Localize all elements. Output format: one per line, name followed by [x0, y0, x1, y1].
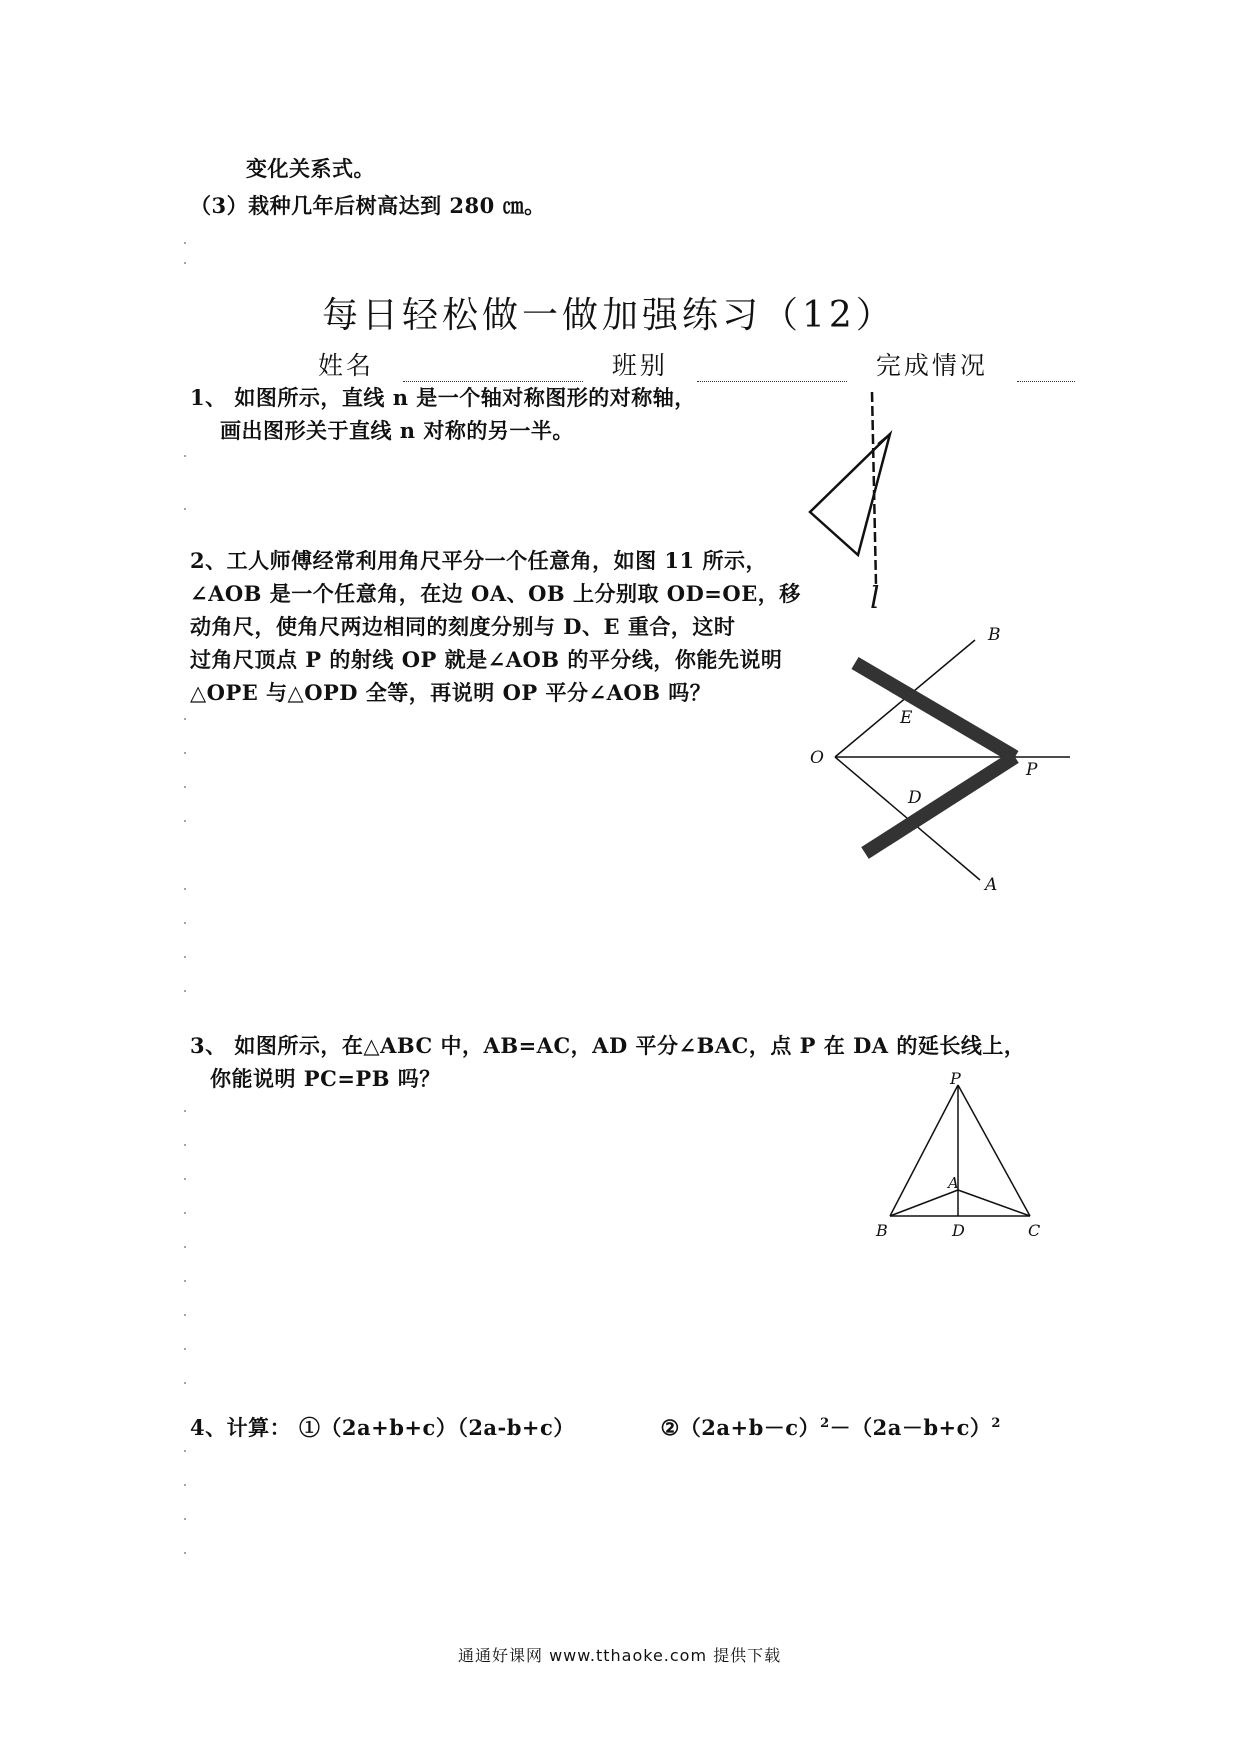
label-A: A	[948, 1174, 959, 1192]
q4-exponent-1: 2	[820, 1416, 830, 1431]
q1-figure	[800, 390, 910, 620]
q4-part-2b: －（2a－b+c）	[829, 1415, 992, 1440]
square-arm-upper	[855, 663, 1015, 757]
q2-figure	[800, 625, 1090, 895]
q2-line-4: 过角尺顶点 P 的射线 OP 就是∠AOB 的平分线，你能先说明	[190, 647, 783, 672]
q4-line	[190, 1412, 1001, 1442]
name-field[interactable]	[403, 363, 583, 382]
line-AC	[958, 1190, 1030, 1216]
label-C: C	[1028, 1221, 1041, 1240]
label-E: E	[900, 708, 913, 728]
label-B: B	[988, 625, 1001, 645]
top-line-2: （3）栽种几年后树高达到 280 ㎝。	[190, 193, 546, 218]
line-PB	[890, 1085, 958, 1216]
label-D: D	[952, 1221, 965, 1240]
line-AB	[890, 1190, 958, 1216]
q2-line-3: 动角尺，使角尺两边相同的刻度分别与 D、E 重合，这时	[190, 614, 736, 639]
header-row	[318, 346, 1075, 382]
name-label: 姓名	[318, 351, 375, 380]
q2-line-1: 2、工人师傅经常利用角尺平分一个任意角，如图 11 所示，	[190, 548, 767, 573]
q3-line-1: 3、 如图所示，在△ABC 中，AB=AC，AD 平分∠BAC，点 P 在 DA 的延长线上，	[190, 1033, 1026, 1058]
q2-line-5: △OPE 与△OPD 全等，再说明 OP 平分∠AOB 吗？	[190, 680, 712, 705]
status-field[interactable]	[1017, 363, 1075, 382]
q4-exponent-2: 2	[991, 1416, 1001, 1431]
square-arm-lower	[865, 757, 1015, 853]
q3-line-2: 你能说明 PC=PB 吗？	[210, 1066, 441, 1091]
class-label: 班别	[611, 351, 668, 380]
class-field[interactable]	[697, 363, 847, 382]
q4-label: 4、计算：	[190, 1415, 292, 1440]
label-P: P	[950, 1070, 961, 1088]
top-line-1: 变化关系式。	[246, 156, 375, 181]
q1-line-2: 画出图形关于直线 n 对称的另一半。	[220, 418, 574, 443]
q2-line-2: ∠AOB 是一个任意角，在边 OA、OB 上分别取 OD=OE，移	[190, 581, 801, 606]
label-A: A	[985, 875, 998, 895]
label-D: D	[908, 788, 922, 808]
q3-figure	[870, 1070, 1050, 1250]
q1-line-1: 1、 如图所示，直线 n 是一个轴对称图形的对称轴，	[190, 385, 696, 410]
footer-credit: 通通好课网 www.tthaoke.com 提供下载	[458, 1646, 782, 1665]
label-P: P	[1026, 760, 1038, 780]
label-O: O	[810, 748, 824, 768]
q4-part-2a: ②（2a+b－c）	[660, 1415, 821, 1440]
label-B: B	[876, 1221, 888, 1240]
page-title: 每日轻松做一做加强练习（12）	[322, 295, 896, 336]
line-PC	[958, 1085, 1030, 1216]
q4-part-1: ①（2a+b+c）（2a-b+c）	[298, 1415, 575, 1440]
half-figure	[810, 434, 890, 555]
axis-label: l	[870, 581, 880, 616]
status-label: 完成情况	[875, 351, 988, 380]
